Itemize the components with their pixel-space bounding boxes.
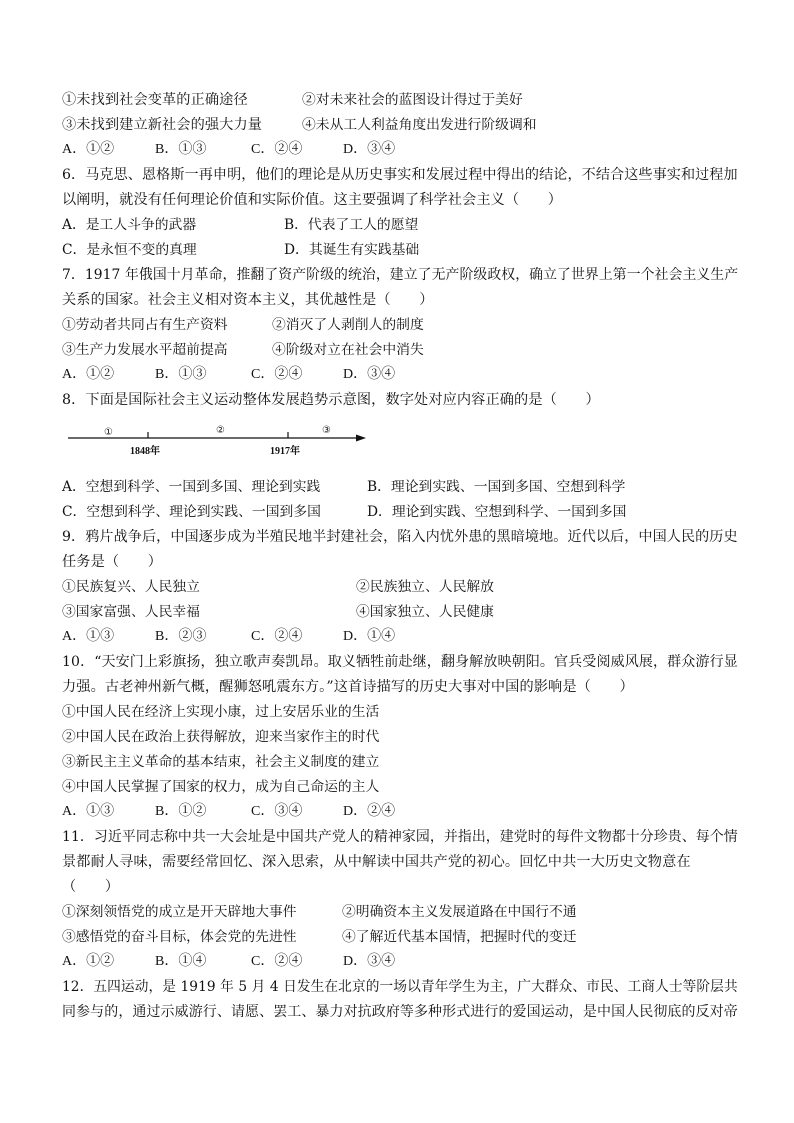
q9-statement-4: ④国家独立、人民健康: [356, 604, 494, 620]
q9-statement-1: ①民族复兴、人民独立: [62, 579, 200, 595]
timeline-year-1848: 1848年: [130, 446, 160, 457]
q8-choice-d: D．理论到实践、空想到科学、一国到多国: [367, 504, 627, 520]
q6-choice-d: D．其诞生有实践基础: [284, 242, 420, 258]
q11-stem-line-3: （ ）: [62, 879, 120, 895]
socialism-timeline-diagram: [66, 418, 376, 458]
q10-stem-line-1: 10．“天安门上彩旗扬，独立歌声奏凯昂。取义牺牲前赴继，翻身解放映朝阳。官兵受阅威风展，群众游行显: [62, 654, 738, 670]
q9-statement-2: ②民族独立、人民解放: [356, 579, 494, 595]
q5-choice-d: D．③④: [343, 142, 396, 157]
q6-stem-line-2: 以阐明，就没有任何理论价值和实际价值。这主要强调了科学社会主义（ ）: [62, 192, 563, 208]
q6-choice-a: A．是工人斗争的武器: [62, 217, 197, 233]
timeline-marker-2: ②: [216, 425, 225, 436]
q9-choice-d: D．①④: [343, 629, 396, 644]
q11-stem-line-1: 11．习近平同志称中共一大会址是中国共产党人的精神家园，并指出，建党时的每件文物都十分珍贵、每个情: [62, 829, 738, 845]
timeline-arrowhead: [356, 435, 366, 442]
q8-choice-c: C．空想到科学、理论到实践、一国到多国: [62, 504, 321, 520]
q9-stem-line-2: 任务是（ ）: [62, 554, 163, 570]
q12-stem-line-2: 同参与的，通过示威游行、请愿、罢工、暴力对抗政府等多种形式进行的爱国运动，是中国人民彻底的反对帝: [62, 1004, 738, 1020]
q7-stem-line-1: 7．1917 年俄国十月革命，推翻了资产阶级的统治，建立了无产阶级政权，确立了世界上第一个社会主义生产: [62, 267, 739, 283]
q10-choice-b: B．①②: [155, 804, 207, 819]
timeline-marker-1: ①: [104, 427, 113, 438]
q5-choice-a: A．①②: [62, 142, 115, 157]
q5-statement-4: ④未从工人利益角度出发进行阶级调和: [302, 117, 537, 133]
q7-choice-c: C．②④: [251, 367, 303, 382]
q7-stem-line-2: 关系的国家。社会主义相对资本主义，其优越性是（ ）: [62, 292, 434, 308]
q7-choice-a: A．①②: [62, 367, 115, 382]
q9-stem-line-1: 9．鸦片战争后，中国逐步成为半殖民地半封建社会，陷入内忧外患的黑暗境地。近代以后，中国人民的历史: [62, 529, 738, 545]
q5-choice-c: C．②④: [251, 142, 303, 157]
q7-choice-d: D．③④: [343, 367, 396, 382]
q5-statement-3: ③未找到建立新社会的强大力量: [62, 117, 263, 133]
q9-statement-3: ③国家富强、人民幸福: [62, 604, 200, 620]
q11-statement-3: ③感悟党的奋斗目标，体会党的先进性: [62, 929, 297, 945]
q8-choice-b: B．理论到实践、一国到多国、空想到科学: [367, 479, 626, 495]
q11-choice-a: A．①②: [62, 954, 115, 969]
q10-statement-3: ③新民主主义革命的基本结束，社会主义制度的建立: [62, 754, 380, 770]
q11-statement-4: ④了解近代基本国情，把握时代的变迁: [342, 929, 577, 945]
q11-choice-b: B．①④: [155, 954, 207, 969]
q10-choice-d: D．②④: [343, 804, 396, 819]
q7-statement-4: ④阶级对立在社会中消失: [272, 342, 424, 358]
q10-statement-1: ①中国人民在经济上实现小康，过上安居乐业的生活: [62, 704, 380, 720]
q7-statement-1: ①劳动者共同占有生产资料: [62, 317, 228, 333]
q10-choice-a: A．①③: [62, 804, 115, 819]
q9-choice-c: C．②④: [251, 629, 303, 644]
q7-statement-3: ③生产力发展水平超前提高: [62, 342, 228, 358]
q8-choice-a: A．空想到科学、一国到多国、理论到实践: [62, 479, 321, 495]
q6-choice-b: B．代表了工人的愿望: [284, 217, 419, 233]
q10-statement-4: ④中国人民掌握了国家的权力，成为自己命运的主人: [62, 779, 380, 795]
q11-choice-c: C．②④: [251, 954, 303, 969]
q6-choice-c: C．是永恒不变的真理: [62, 242, 197, 258]
q11-stem-line-2: 景都耐人寻味，需要经常回忆、深入思索，从中解读中国共产党的初心。回忆中共一大历史文物意在: [62, 854, 691, 870]
q12-stem-line-1: 12．五四运动，是 1919 年 5 月 4 日发生在北京的一场以青年学生为主，广大群众、市民、工商人士等阶层共: [62, 979, 738, 995]
q10-statement-2: ②中国人民在政治上获得解放，迎来当家作主的时代: [62, 729, 380, 745]
q9-choice-b: B．②③: [155, 629, 207, 644]
q11-choice-d: D．③④: [343, 954, 396, 969]
q11-statement-1: ①深刻领悟党的成立是开天辟地大事件: [62, 904, 297, 920]
q10-stem-line-2: 力强。古老神州新气概，醒狮怒吼震东方。”这首诗描写的历史大事对中国的影响是（ ）: [62, 679, 634, 695]
q8-stem-line-1: 8．下面是国际社会主义运动整体发展趋势示意图，数字处对应内容正确的是（ ）: [62, 392, 600, 408]
q5-statement-1: ①未找到社会变革的正确途径: [62, 92, 248, 108]
q9-choice-a: A．①③: [62, 629, 115, 644]
timeline-year-1917: 1917年: [270, 446, 300, 457]
q11-statement-2: ②明确资本主义发展道路在中国行不通: [342, 904, 577, 920]
q5-choice-b: B．①③: [155, 142, 207, 157]
q10-choice-c: C．③④: [251, 804, 303, 819]
q7-choice-b: B．①③: [155, 367, 207, 382]
q6-stem-line-1: 6．马克思、恩格斯一再申明，他们的理论是从历史事实和发展过程中得出的结论，不结合这些事实和过程加: [62, 167, 738, 183]
timeline-marker-3: ③: [322, 425, 331, 436]
q7-statement-2: ②消灭了人剥削人的制度: [272, 317, 424, 333]
q5-statement-2: ②对未来社会的蓝图设计得过于美好: [302, 92, 523, 108]
